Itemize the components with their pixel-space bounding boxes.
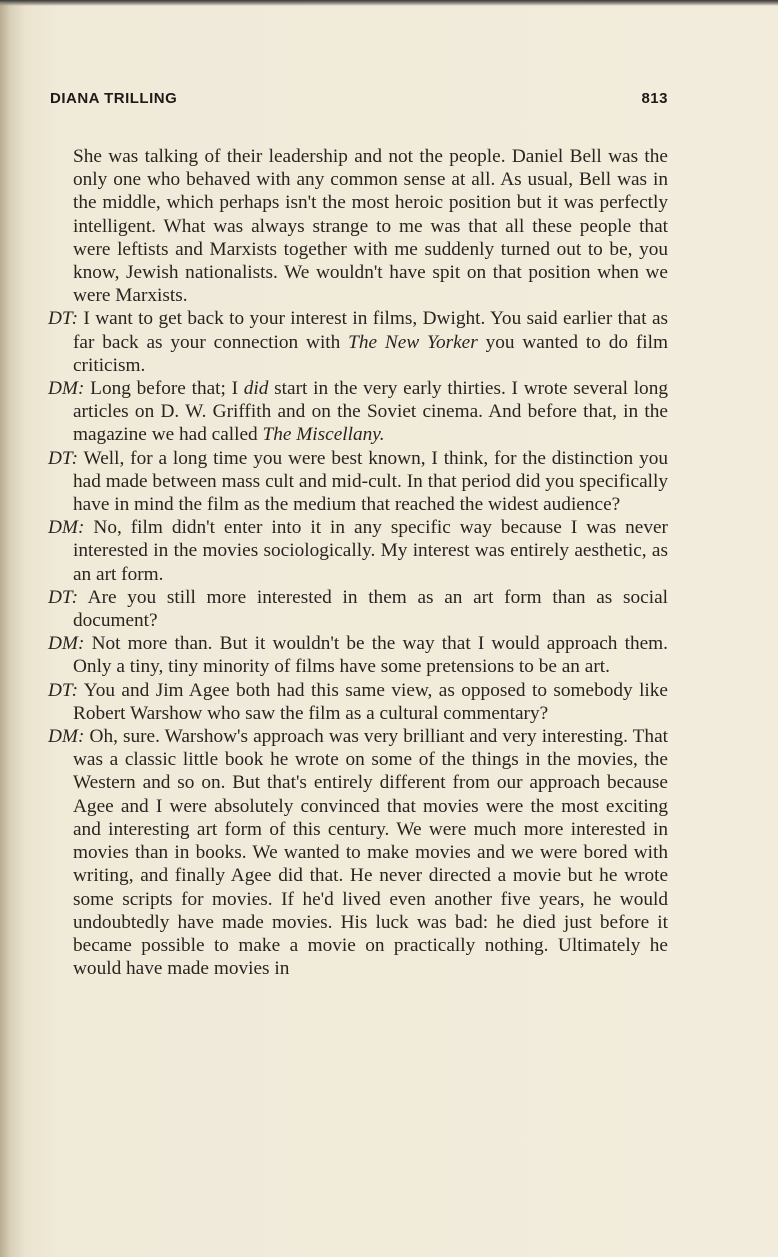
page-top-edge — [0, 0, 778, 6]
speaker-label: DT: — [48, 586, 79, 608]
speaker-label: DT: — [48, 308, 79, 330]
publication-title: The New Yorker — [348, 331, 478, 353]
interview-exchange — [48, 516, 668, 586]
exchange-text: Are you still more interested in them as an art form than as social document? — [73, 586, 668, 632]
exchange-text: Long before that; I — [90, 378, 244, 400]
speaker-label: DT: — [48, 679, 79, 701]
exchange-text: you wanted to do film criticism. — [73, 331, 668, 376]
emphasis-text: did — [243, 378, 269, 400]
page-number: 813 — [641, 90, 668, 107]
speaker-label: DM: — [48, 633, 85, 655]
running-head-title: DIANA TRILLING — [50, 90, 178, 107]
exchange-text: start in the very early thirties. I wrote several long articles on D. W. Griffith and on the Soviet cinema. And before that, in the magazine we had called — [73, 378, 668, 446]
exchange-text: You and Jim Agee both had this same view, as opposed to somebody like Robert Warshow who saw the film as a cultural commentary? — [73, 679, 668, 724]
interview-exchange — [48, 632, 668, 678]
speaker-label: DM: — [48, 378, 85, 400]
exchange-text: I want to get back to your interest in films, Dwight. You said earlier that as far back as your connection with — [73, 308, 669, 353]
paragraph-text: She was talking of their leadership and not the people. Daniel Bell was the only one who behaved with any common sense at all. As usual, Bell was in the middle, which perhaps isn't the most heroic position but it was perfectly intelligent. What was always strange to me was that all these people that were leftists and Marxists together with me suddenly turned out to be, you know, Jewish nationalists. We wouldn't have spit on that position when we were Marxists. — [73, 146, 668, 307]
paragraph-continuation — [48, 145, 668, 307]
running-head — [50, 90, 668, 112]
interview-exchange — [48, 725, 668, 980]
publication-title: The Miscellany. — [262, 424, 385, 446]
exchange-text: Oh, sure. Warshow's approach was very brilliant and very interesting. That was a classic little book he wrote on some of the things in the movies, the Western and so on. But that's entirely different from our approach because Agee and I were absolutely convinced that movies were the most exciting and interesting art form of this century. We were much more interested in movies than in books. We wanted to make movies and we were bored with writing, and finally Agee did that. He never directed a movie but he wrote some scripts for movies. If he'd lived even another five years, he would undoubtedly have made movies. His luck was bad: he died just before it became possible to make a movie on practically nothing. Ultimately he would have made movies in — [73, 726, 668, 980]
interview-exchange — [48, 377, 668, 447]
interview-exchange — [48, 679, 668, 725]
exchange-text: Not more than. But it wouldn't be the way that I would approach them. Only a tiny, tiny minority of films have some pretensions to be an art. — [73, 633, 668, 678]
exchange-text: Well, for a long time you were best known, I think, for the distinction you had made between mass cult and mid-cult. In that period did you specifically have in mind the film as the medium that reached the widest audience? — [73, 447, 668, 516]
interview-exchange — [48, 307, 668, 377]
interview-exchange — [48, 447, 668, 517]
body-text — [48, 145, 668, 980]
interview-exchange — [48, 586, 668, 632]
exchange-text: No, film didn't enter into it in any specific way because I was never interested in the movies sociologically. My interest was entirely aesthetic, as an art form. — [73, 517, 668, 585]
speaker-label: DM: — [48, 517, 85, 539]
speaker-label: DT: — [48, 447, 79, 469]
speaker-label: DM: — [48, 726, 85, 748]
